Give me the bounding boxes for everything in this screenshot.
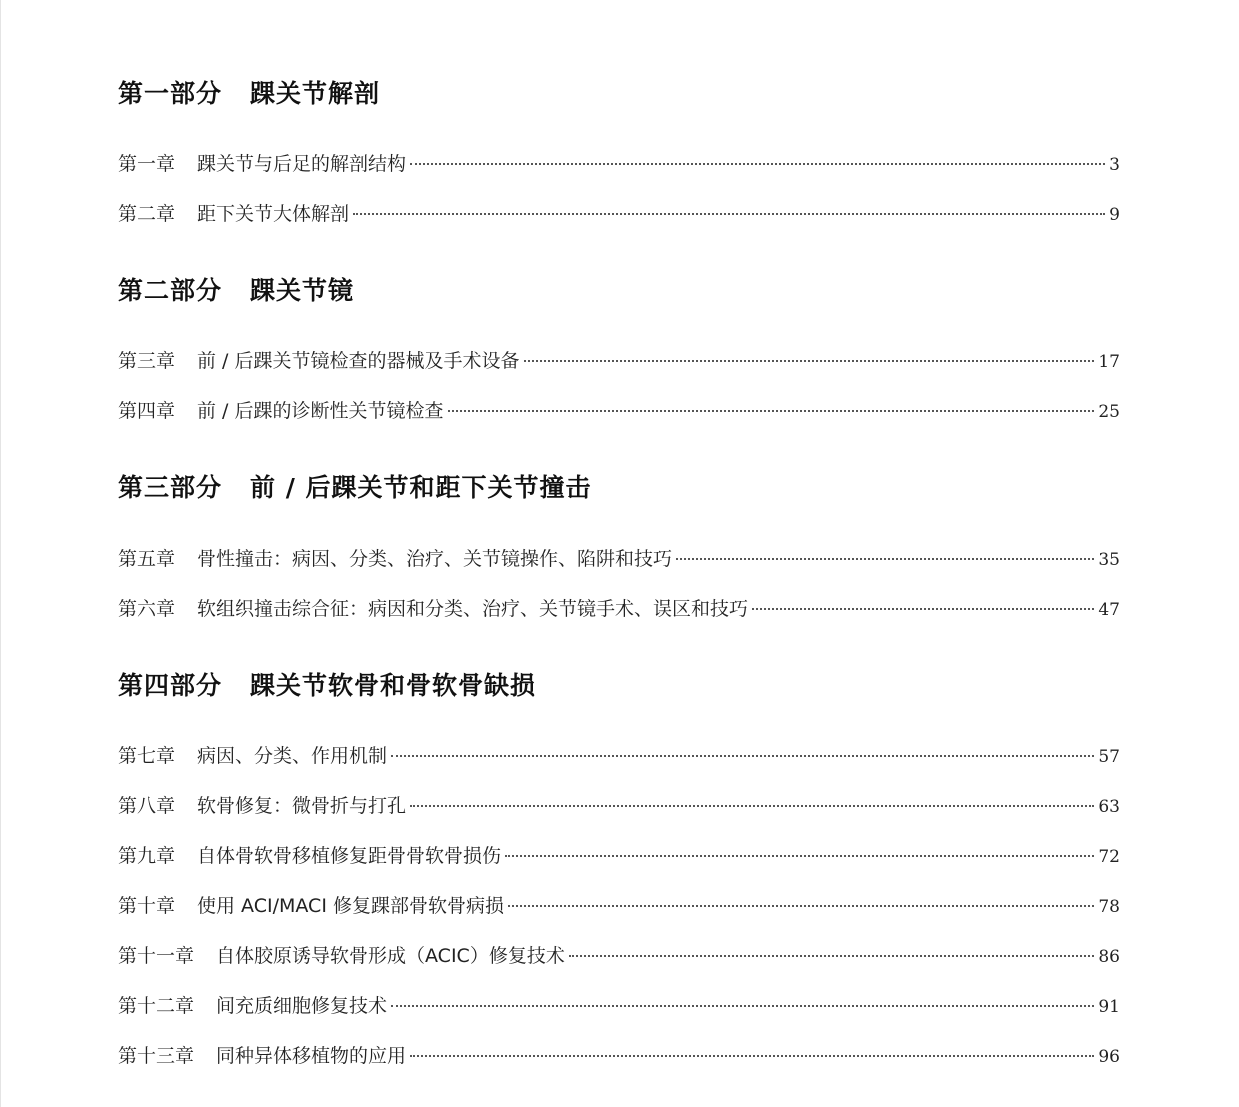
chapter-number: 第六章 xyxy=(118,598,176,620)
dot-leader xyxy=(410,1055,1094,1057)
chapter-title: 病因、分类、作用机制 xyxy=(197,745,388,767)
dot-leader xyxy=(752,608,1094,610)
chapter-title: 间充质细胞修复技术 xyxy=(216,995,388,1017)
chapter-number: 第九章 xyxy=(118,845,176,867)
chapter-number: 第八章 xyxy=(118,795,176,817)
dot-leader xyxy=(569,955,1095,957)
chapter-title: 自体骨软骨移植修复距骨骨软骨损伤 xyxy=(197,845,502,867)
part-heading-2 xyxy=(118,275,354,307)
toc-entry-chapter-9[interactable] xyxy=(118,842,1120,870)
chapter-title: 骨性撞击：病因、分类、治疗、关节镜操作、陷阱和技巧 xyxy=(197,548,673,570)
dot-leader xyxy=(505,855,1094,857)
page-number: 86 xyxy=(1098,947,1120,967)
page-number: 91 xyxy=(1098,997,1120,1017)
dot-leader xyxy=(391,755,1094,757)
dot-leader xyxy=(410,805,1094,807)
toc-entry-chapter-11[interactable] xyxy=(118,942,1120,970)
toc-entry-chapter-7[interactable] xyxy=(118,742,1120,770)
page-number: 47 xyxy=(1098,600,1120,620)
toc-entry-chapter-1[interactable] xyxy=(118,150,1120,178)
chapter-number: 第十章 xyxy=(118,895,176,917)
chapter-number: 第五章 xyxy=(118,548,176,570)
toc-entry-chapter-10[interactable] xyxy=(118,892,1120,920)
dot-leader xyxy=(676,558,1094,560)
part-heading-1 xyxy=(118,78,380,110)
dot-leader xyxy=(353,213,1105,215)
page-number: 78 xyxy=(1098,897,1120,917)
chapter-title: 前 / 后踝关节镜检查的器械及手术设备 xyxy=(197,350,520,372)
chapter-title: 同种异体移植物的应用 xyxy=(216,1045,407,1067)
toc-entry-chapter-12[interactable] xyxy=(118,992,1120,1020)
toc-entry-chapter-13[interactable] xyxy=(118,1042,1120,1070)
chapter-title: 软组织撞击综合征：病因和分类、治疗、关节镜手术、误区和技巧 xyxy=(197,598,749,620)
page-number: 3 xyxy=(1109,155,1120,175)
chapter-title: 软骨修复：微骨折与打孔 xyxy=(197,795,407,817)
part-heading-3 xyxy=(118,472,592,504)
toc-entry-chapter-4[interactable] xyxy=(118,397,1120,425)
part-label: 第一部分 xyxy=(118,79,223,108)
toc-entry-chapter-2[interactable] xyxy=(118,200,1120,228)
chapter-title: 前 / 后踝的诊断性关节镜检查 xyxy=(197,400,444,422)
part-label: 第四部分 xyxy=(118,671,223,700)
toc-entry-chapter-8[interactable] xyxy=(118,792,1120,820)
page-edge-divider xyxy=(0,0,1,1107)
chapter-number: 第二章 xyxy=(118,203,176,225)
part-title: 前 / 后踝关节和距下关节撞击 xyxy=(250,473,592,502)
chapter-number: 第十一章 xyxy=(118,945,195,967)
chapter-number: 第七章 xyxy=(118,745,176,767)
chapter-number: 第一章 xyxy=(118,153,176,175)
toc-entry-chapter-6[interactable] xyxy=(118,595,1120,623)
page-number: 17 xyxy=(1098,352,1120,372)
page-number: 25 xyxy=(1098,402,1120,422)
dot-leader xyxy=(410,163,1105,165)
page-number: 96 xyxy=(1098,1047,1120,1067)
toc-entry-chapter-3[interactable] xyxy=(118,347,1120,375)
toc-entry-chapter-5[interactable] xyxy=(118,545,1120,573)
chapter-title: 距下关节大体解剖 xyxy=(197,203,350,225)
part-title: 踝关节解剖 xyxy=(250,79,381,108)
chapter-title: 使用 ACI/MACI 修复踝部骨软骨病损 xyxy=(197,895,504,917)
page-number: 35 xyxy=(1098,550,1120,570)
part-heading-4 xyxy=(118,670,536,702)
page-number: 72 xyxy=(1098,847,1120,867)
part-title: 踝关节软骨和骨软骨缺损 xyxy=(250,671,537,700)
dot-leader xyxy=(391,1005,1094,1007)
table-of-contents xyxy=(118,0,1120,1107)
page-number: 63 xyxy=(1098,797,1120,817)
dot-leader xyxy=(524,360,1095,362)
part-label: 第三部分 xyxy=(118,473,223,502)
chapter-number: 第四章 xyxy=(118,400,176,422)
chapter-title: 踝关节与后足的解剖结构 xyxy=(197,153,407,175)
part-title: 踝关节镜 xyxy=(250,276,355,305)
chapter-title: 自体胶原诱导软骨形成（ACIC）修复技术 xyxy=(216,945,565,967)
dot-leader xyxy=(448,410,1095,412)
part-label: 第二部分 xyxy=(118,276,223,305)
chapter-number: 第十二章 xyxy=(118,995,195,1017)
chapter-number: 第十三章 xyxy=(118,1045,195,1067)
page-number: 57 xyxy=(1098,747,1120,767)
page-number: 9 xyxy=(1109,205,1120,225)
dot-leader xyxy=(508,905,1094,907)
chapter-number: 第三章 xyxy=(118,350,176,372)
